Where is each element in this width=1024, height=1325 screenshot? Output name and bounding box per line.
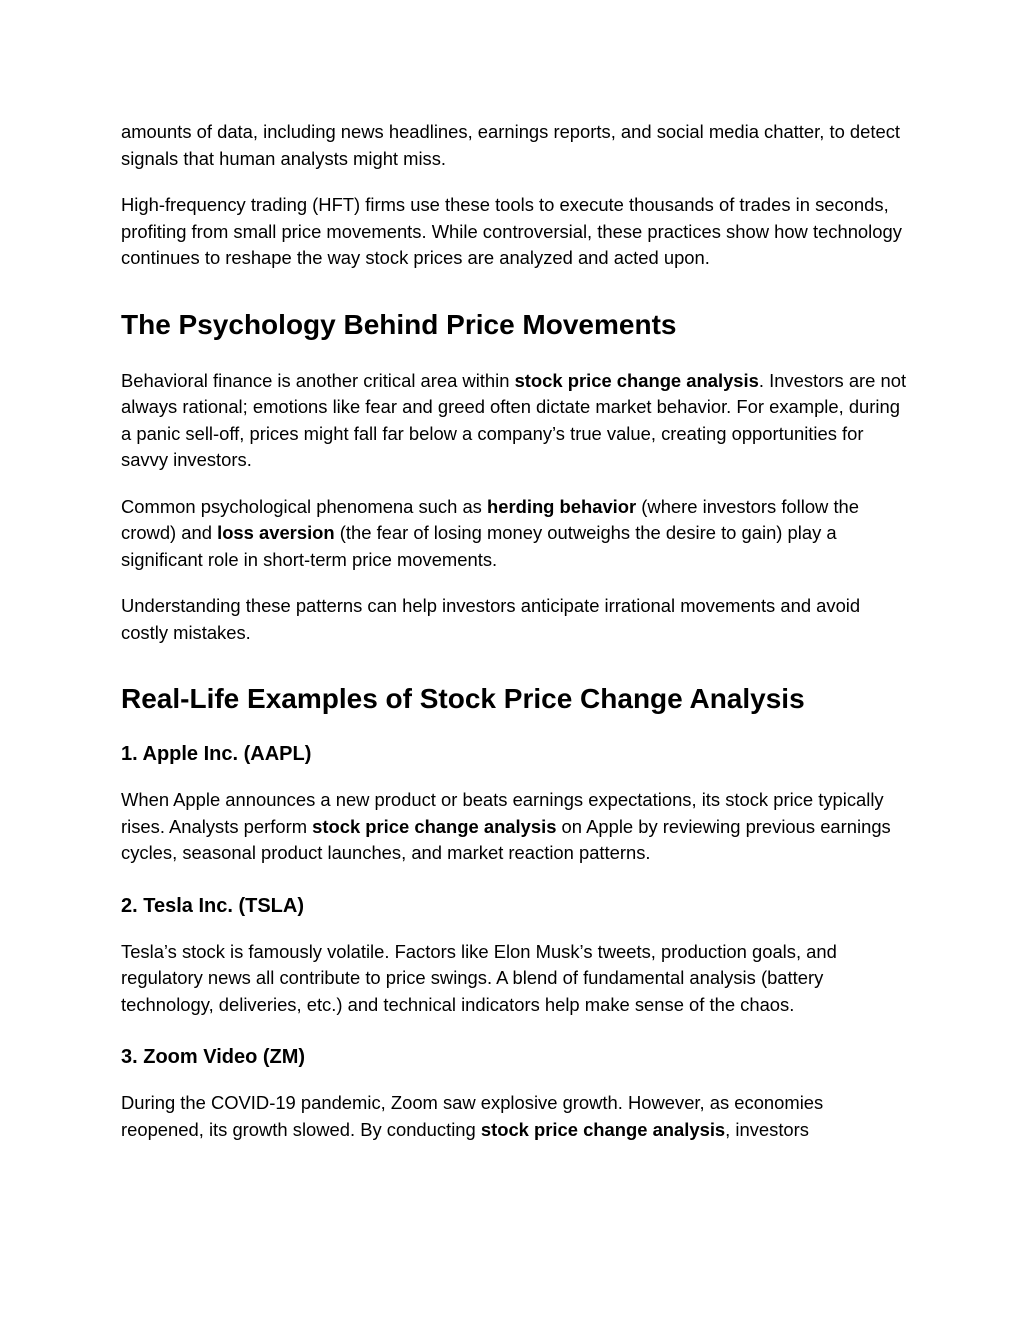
text-run: on Apple by reviewing previous earnings cycles, seasonal product launches, and market reaction patterns.: [121, 815, 891, 863]
tesla-paragraph: Tesla’s stock is famously volatile. Factors like Elon Musk’s tweets, production goals, and regulatory news all contribute to price swings. A blend of fundamental analysis (battery technology, deliveries, etc.) and technical indicators help make sense of the chaos.: [121, 940, 837, 1015]
bold-term: herding behavior: [486, 495, 637, 517]
text-run: Behavioral finance is another critical area within: [121, 369, 515, 391]
text-run: (the fear of losing money outweighs the desire to gain) play a significant role in short-term price movements.: [121, 522, 837, 570]
text-run: . Investors are not always rational; emotions like fear and greed often dictate market behavior. For example, during a panic sell-off, prices might fall far below a company’s true value, creating opportunities for savvy investors.: [121, 369, 907, 470]
text-run: (where investors follow the crowd) and: [121, 495, 860, 543]
psychological-phenomena-paragraph: [121, 494, 911, 574]
apple-paragraph: [121, 787, 911, 867]
bold-term: stock price change analysis: [480, 1118, 726, 1140]
behavioral-finance-paragraph: [121, 368, 911, 474]
section-heading-examples: Real-Life Examples of Stock Price Change Analysis: [121, 683, 805, 714]
understanding-patterns-paragraph: Understanding these patterns can help investors anticipate irrational movements and avoid costly mistakes.: [121, 595, 861, 643]
bold-term: stock price change analysis: [514, 369, 759, 391]
text-run: Common psychological phenomena such as: [121, 495, 487, 517]
bold-term: loss aversion: [217, 522, 335, 543]
bold-term: stock price change analysis: [312, 815, 557, 837]
hft-paragraph: High-frequency trading (HFT) firms use these tools to execute thousands of trades in seconds, profiting from small price movements. While controversial, these practices show how technology continues to reshape the way stock prices are analyzed and acted upon.: [121, 194, 902, 268]
text-run: When Apple announces a new product or beats earnings expectations, its stock price typically rises. Analysts perform: [121, 789, 884, 837]
zoom-paragraph: [121, 1090, 911, 1143]
example-heading-apple: 1. Apple Inc. (AAPL): [121, 743, 312, 765]
example-heading-tesla: 2. Tesla Inc. (TSLA): [121, 894, 304, 917]
example-heading-zoom: 3. Zoom Video (ZM): [121, 1046, 306, 1068]
section-heading-psychology: The Psychology Behind Price Movements: [121, 308, 677, 340]
document-page: [121, 119, 911, 1143]
text-run: , investors: [725, 1118, 809, 1140]
text-run: During the COVID-19 pandemic, Zoom saw explosive growth. However, as economies reopened, its growth slowed. By conducting: [121, 1092, 824, 1140]
intro-paragraph-continued: amounts of data, including news headlines, earnings reports, and social media chatter, to detect signals that human analysts might miss.: [121, 121, 901, 169]
